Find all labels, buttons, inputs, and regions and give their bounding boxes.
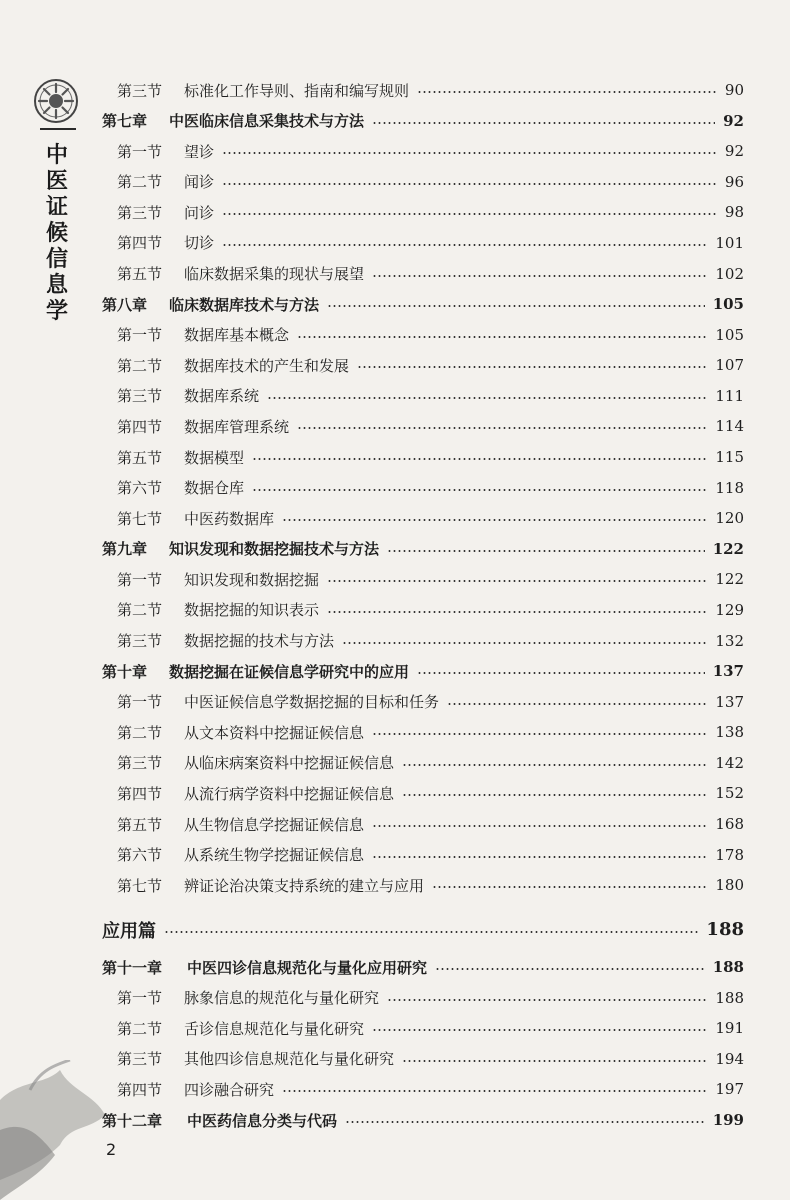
- toc-section-label: 第二节: [117, 601, 163, 620]
- toc-entry-title: 数据库系统: [184, 387, 260, 406]
- toc-section-label: 第三节: [117, 1050, 163, 1069]
- toc-entry-title: 数据库管理系统: [184, 417, 290, 436]
- toc-entry-title: 知识发现和数据挖掘技术与方法: [169, 540, 380, 559]
- dot-leader: [222, 152, 717, 154]
- toc-entry-title: 数据挖掘的技术与方法: [184, 632, 335, 651]
- toc-entry-title: 中医证候信息学数据挖掘的目标和任务: [184, 693, 440, 712]
- toc-page-number: 178: [715, 845, 744, 864]
- dot-leader: [387, 550, 705, 552]
- toc-entry-title: 临床数据库技术与方法: [169, 295, 320, 314]
- dot-leader: [417, 91, 717, 93]
- toc-entry-title: 中医药数据库: [184, 509, 275, 528]
- toc-entry-title: 数据挖掘的知识表示: [184, 601, 320, 620]
- toc-section-label: 第七节: [117, 509, 163, 528]
- dot-leader: [447, 703, 707, 705]
- toc-section-entry[interactable]: [0, 781, 744, 805]
- toc-page-number: 132: [715, 631, 744, 650]
- dot-leader: [435, 968, 705, 970]
- toc-section-entry[interactable]: [0, 690, 744, 714]
- toc-chapter-label: 第十章: [102, 662, 148, 681]
- toc-section-entry[interactable]: [0, 986, 744, 1010]
- side-title-char: 息: [45, 272, 68, 298]
- toc-page-number: 152: [715, 784, 744, 803]
- toc-page-number: 96: [724, 172, 744, 191]
- toc-section-label: 第四节: [117, 417, 163, 436]
- toc-section-label: 第一节: [117, 570, 163, 589]
- toc-page-number: 120: [715, 509, 744, 528]
- toc-page-number: 168: [715, 815, 744, 834]
- toc-section-label: 第三节: [117, 203, 163, 222]
- toc-section-label: 第三节: [117, 632, 163, 651]
- dot-leader: [252, 489, 707, 491]
- dot-leader: [432, 886, 707, 888]
- toc-entry-title: 从文本资料中挖掘证候信息: [184, 723, 365, 742]
- toc-section-entry[interactable]: [0, 170, 744, 194]
- toc-section-entry[interactable]: [0, 1047, 744, 1071]
- toc-entry-title: 望诊: [184, 142, 215, 161]
- side-title-char: 候: [45, 220, 68, 246]
- toc-entry-title: 标准化工作导则、指南和编写规则: [184, 81, 410, 100]
- toc-entry-title: 数据模型: [184, 448, 245, 467]
- dot-leader: [327, 580, 707, 582]
- toc-section-label: 第三节: [117, 81, 163, 100]
- toc-entry-title: 中医四诊信息规范化与量化应用研究: [187, 958, 428, 977]
- toc-page-number: 92: [724, 142, 744, 161]
- toc-page-number: 118: [715, 478, 744, 497]
- toc-section-entry[interactable]: [0, 598, 744, 622]
- dot-leader: [297, 427, 707, 429]
- toc-chapter-label: 第八章: [102, 295, 148, 314]
- toc-section-entry[interactable]: [0, 812, 744, 836]
- toc-entry-title: 从临床病案资料中挖掘证候信息: [184, 754, 395, 773]
- toc-entry-title: 中医药信息分类与代码: [187, 1111, 338, 1130]
- toc-page-number: 111: [715, 386, 744, 405]
- toc-section-entry[interactable]: [0, 873, 744, 897]
- toc-section-entry[interactable]: [0, 384, 744, 408]
- dot-leader: [297, 336, 707, 338]
- toc-page-number: 115: [715, 448, 744, 467]
- toc-chapter-label: 第九章: [102, 540, 148, 559]
- toc-page-number: 101: [715, 233, 744, 252]
- dot-leader: [372, 275, 707, 277]
- toc-entry-title: 舌诊信息规范化与量化研究: [184, 1019, 365, 1038]
- toc-section-entry[interactable]: [0, 78, 744, 102]
- dot-leader: [282, 519, 707, 521]
- toc-entry-title: 切诊: [184, 234, 215, 253]
- toc-page-number: 107: [715, 356, 744, 375]
- toc-section-entry[interactable]: [0, 720, 744, 744]
- toc-section-entry[interactable]: [0, 1016, 744, 1040]
- toc-section-label: 第一节: [117, 693, 163, 712]
- toc-page-number: 129: [715, 600, 744, 619]
- toc-entry-title: 问诊: [184, 203, 215, 222]
- toc-section-label: 第二节: [117, 1019, 163, 1038]
- dot-leader: [372, 122, 715, 124]
- toc-chapter-entry[interactable]: [0, 659, 744, 683]
- toc-page-number: 114: [715, 417, 744, 436]
- toc-section-label: 第一节: [117, 989, 163, 1008]
- toc-page-number: 122: [715, 570, 744, 589]
- toc-entry-title: 从系统生物学挖掘证候信息: [184, 846, 365, 865]
- side-title-char: 中: [45, 142, 68, 168]
- toc-section-entry[interactable]: [0, 751, 744, 775]
- toc-section-entry[interactable]: [0, 476, 744, 500]
- side-title-char: 证: [45, 194, 68, 220]
- toc-section-entry[interactable]: [0, 200, 744, 224]
- toc-page-number: 199: [712, 1111, 744, 1129]
- dot-leader: [372, 856, 707, 858]
- toc-section-label: 第六节: [117, 846, 163, 865]
- toc-page-number: 194: [715, 1049, 744, 1068]
- toc-chapter-label: 第十二章: [102, 1111, 163, 1130]
- toc-page-number: 92: [723, 111, 744, 130]
- toc-part-entry[interactable]: [0, 918, 744, 942]
- toc-chapter-entry[interactable]: [0, 955, 744, 979]
- dot-leader: [402, 794, 707, 796]
- dot-leader: [372, 733, 707, 735]
- toc-page-number: 137: [715, 692, 744, 711]
- toc-entry-title: 数据仓库: [184, 479, 245, 498]
- dot-leader: [222, 213, 717, 215]
- toc-part-title: 应用篇: [102, 921, 156, 943]
- toc-entry-title: 知识发现和数据挖掘: [184, 570, 320, 589]
- side-title-char: 学: [45, 298, 68, 324]
- toc-entry-title: 其他四诊信息规范化与量化研究: [184, 1050, 395, 1069]
- toc-section-entry[interactable]: [0, 353, 744, 377]
- toc-section-label: 第四节: [117, 1080, 163, 1099]
- dot-leader: [417, 672, 705, 674]
- toc-entry-title: 从流行病学资料中挖掘证候信息: [184, 784, 395, 803]
- side-title-char: 信: [45, 246, 68, 272]
- toc-entry-title: 数据挖掘在证候信息学研究中的应用: [169, 662, 410, 681]
- dot-leader: [267, 397, 707, 399]
- toc-page-number: 188: [715, 988, 744, 1007]
- toc-section-entry[interactable]: [0, 139, 744, 163]
- toc-section-entry[interactable]: [0, 1077, 744, 1101]
- toc-section-label: 第五节: [117, 265, 163, 283]
- toc-page-number: 191: [715, 1019, 744, 1038]
- toc-page-number: 197: [715, 1080, 744, 1099]
- toc-entry-title: 临床数据采集的现状与展望: [184, 265, 365, 283]
- toc-section-entry[interactable]: [0, 445, 744, 469]
- toc-page-number: 138: [715, 723, 744, 742]
- dot-leader: [372, 825, 707, 827]
- toc-section-label: 第四节: [117, 784, 163, 803]
- toc-section-label: 第三节: [117, 754, 163, 773]
- toc-page-number: 137: [712, 662, 744, 681]
- dot-leader: [357, 366, 707, 368]
- dot-leader: [327, 611, 707, 613]
- toc-page-number: 98: [724, 203, 744, 222]
- toc-page-number: 188: [712, 958, 744, 977]
- toc-entry-title: 中医临床信息采集技术与方法: [169, 112, 365, 131]
- toc-section-entry[interactable]: [0, 506, 744, 530]
- toc-section-entry[interactable]: [0, 843, 744, 867]
- toc-chapter-entry[interactable]: [0, 1108, 744, 1132]
- dot-leader: [387, 999, 707, 1001]
- toc-section-label: 第二节: [117, 723, 163, 742]
- dot-leader: [164, 931, 698, 933]
- toc-section-label: 第五节: [117, 448, 163, 467]
- toc-chapter-entry[interactable]: [0, 109, 744, 133]
- toc-entry-title: 数据库基本概念: [184, 326, 290, 345]
- toc-entry-title: 从生物信息学挖掘证候信息: [184, 815, 365, 834]
- toc-page-number: 90: [724, 81, 744, 99]
- dot-leader: [327, 305, 705, 307]
- toc-section-entry[interactable]: [0, 323, 744, 347]
- dot-leader: [282, 1090, 707, 1092]
- toc-section-entry[interactable]: [0, 231, 744, 255]
- toc-section-label: 第五节: [117, 815, 163, 834]
- toc-section-entry[interactable]: [0, 262, 744, 286]
- toc-section-label: 第二节: [117, 356, 163, 375]
- toc-entry-title: 辨证论治决策支持系统的建立与应用: [184, 876, 425, 895]
- dot-leader: [342, 642, 707, 644]
- toc-entry-title: 四诊融合研究: [184, 1080, 275, 1099]
- toc-section-label: 第三节: [117, 387, 163, 406]
- toc-page-number: 122: [712, 539, 744, 558]
- toc-section-label: 第一节: [117, 142, 163, 161]
- toc-page-number: 188: [706, 919, 744, 941]
- toc-chapter-label: 第十一章: [102, 958, 163, 977]
- dot-leader: [222, 244, 707, 246]
- toc-section-label: 第六节: [117, 479, 163, 498]
- toc-section-entry[interactable]: [0, 629, 744, 653]
- dot-leader: [345, 1121, 705, 1123]
- toc-section-label: 第七节: [117, 876, 163, 895]
- dot-leader: [402, 1060, 707, 1062]
- toc-entry-title: 闻诊: [184, 173, 215, 192]
- toc-section-entry[interactable]: [0, 567, 744, 591]
- dot-leader: [222, 183, 717, 185]
- toc-section-label: 第一节: [117, 326, 163, 345]
- dot-leader: [252, 458, 707, 460]
- toc-page-number: 105: [715, 325, 744, 344]
- dot-leader: [372, 1029, 707, 1031]
- toc-section-entry[interactable]: [0, 414, 744, 438]
- toc-page-number: 180: [715, 876, 744, 895]
- side-title-char: 医: [45, 168, 68, 194]
- toc-section-label: 第四节: [117, 234, 163, 253]
- toc-chapter-entry[interactable]: [0, 292, 744, 316]
- toc-entry-title: 数据库技术的产生和发展: [184, 356, 350, 375]
- toc-page-number: 142: [715, 753, 744, 772]
- toc-page-number: 102: [715, 264, 744, 283]
- toc-chapter-entry[interactable]: [0, 537, 744, 561]
- toc-entry-title: 脉象信息的规范化与量化研究: [184, 989, 380, 1008]
- dot-leader: [402, 764, 707, 766]
- page-number: 2: [106, 1140, 117, 1159]
- toc-chapter-label: 第七章: [102, 112, 148, 131]
- toc-page-number: 105: [712, 295, 744, 314]
- toc-section-label: 第二节: [117, 173, 163, 192]
